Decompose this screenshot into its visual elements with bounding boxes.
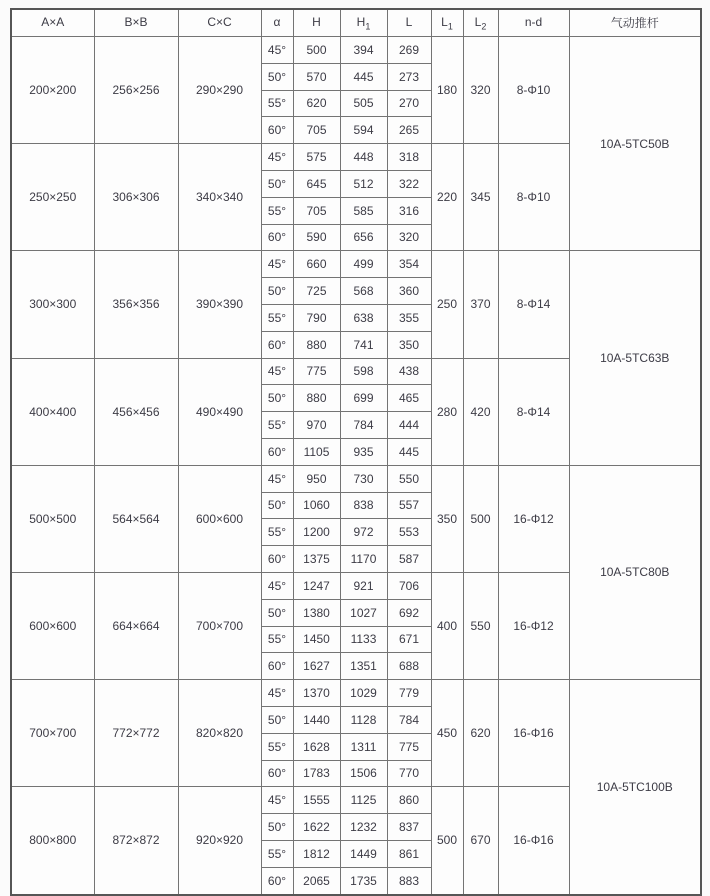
cell-l1: 500 bbox=[431, 787, 463, 895]
cell-bxb: 872×872 bbox=[94, 787, 178, 895]
cell-angle: 60° bbox=[261, 760, 293, 787]
cell-h: 1450 bbox=[293, 626, 340, 653]
cell-l2: 500 bbox=[463, 465, 498, 572]
cell-actuator: 10A-5TC100B bbox=[569, 680, 701, 895]
cell-l: 355 bbox=[387, 304, 431, 331]
cell-angle: 45° bbox=[261, 787, 293, 814]
cell-bxb: 456×456 bbox=[94, 358, 178, 465]
cell-angle: 55° bbox=[261, 519, 293, 546]
cell-bxb: 356×356 bbox=[94, 251, 178, 358]
header-label: H bbox=[312, 14, 321, 29]
cell-h: 1555 bbox=[293, 787, 340, 814]
cell-angle: 60° bbox=[261, 224, 293, 251]
cell-h: 1370 bbox=[293, 680, 340, 707]
cell-angle: 55° bbox=[261, 197, 293, 224]
cell-l: 837 bbox=[387, 814, 431, 841]
cell-l1: 280 bbox=[431, 358, 463, 465]
header-label: B×B bbox=[124, 14, 148, 29]
cell-l2: 320 bbox=[463, 37, 498, 144]
col-header-nd bbox=[498, 9, 569, 37]
cell-l: 775 bbox=[387, 733, 431, 760]
cell-h1: 656 bbox=[340, 224, 387, 251]
cell-axa: 800×800 bbox=[11, 787, 94, 895]
cell-h: 1440 bbox=[293, 706, 340, 733]
cell-h1: 598 bbox=[340, 358, 387, 385]
cell-angle: 50° bbox=[261, 814, 293, 841]
header-label: L bbox=[474, 14, 482, 29]
cell-h1: 784 bbox=[340, 412, 387, 439]
cell-angle: 50° bbox=[261, 492, 293, 519]
cell-h1: 568 bbox=[340, 278, 387, 305]
cell-cxc: 820×820 bbox=[178, 680, 261, 787]
cell-angle: 55° bbox=[261, 412, 293, 439]
cell-bxb: 664×664 bbox=[94, 572, 178, 679]
cell-angle: 45° bbox=[261, 37, 293, 64]
cell-h: 1105 bbox=[293, 438, 340, 465]
cell-angle: 60° bbox=[261, 117, 293, 144]
cell-h: 2065 bbox=[293, 867, 340, 894]
cell-l: 273 bbox=[387, 63, 431, 90]
cell-h1: 1133 bbox=[340, 626, 387, 653]
cell-angle: 60° bbox=[261, 331, 293, 358]
col-header-l1 bbox=[431, 9, 463, 37]
cell-nd: 8-Φ10 bbox=[498, 144, 569, 251]
dimension-spec-table bbox=[10, 8, 702, 896]
header-sub: 1 bbox=[365, 21, 371, 32]
cell-h1: 1029 bbox=[340, 680, 387, 707]
cell-l: 587 bbox=[387, 546, 431, 573]
cell-actuator: 10A-5TC80B bbox=[569, 465, 701, 679]
col-header-actuator bbox=[569, 9, 701, 37]
cell-l2: 620 bbox=[463, 680, 498, 787]
cell-h: 570 bbox=[293, 63, 340, 90]
cell-l1: 400 bbox=[431, 572, 463, 679]
cell-angle: 45° bbox=[261, 680, 293, 707]
cell-l: 706 bbox=[387, 572, 431, 599]
cell-h1: 1311 bbox=[340, 733, 387, 760]
cell-actuator: 10A-5TC50B bbox=[569, 37, 701, 251]
cell-cxc: 700×700 bbox=[178, 572, 261, 679]
cell-cxc: 600×600 bbox=[178, 465, 261, 572]
cell-nd: 8-Φ14 bbox=[498, 358, 569, 465]
cell-l: 861 bbox=[387, 840, 431, 867]
cell-h1: 1027 bbox=[340, 599, 387, 626]
header-label: L bbox=[405, 14, 413, 29]
cell-axa: 250×250 bbox=[11, 144, 94, 251]
cell-angle: 50° bbox=[261, 599, 293, 626]
cell-h: 1812 bbox=[293, 840, 340, 867]
cell-angle: 60° bbox=[261, 867, 293, 894]
cell-l: 779 bbox=[387, 680, 431, 707]
header-label: C×C bbox=[207, 14, 232, 29]
cell-h: 1628 bbox=[293, 733, 340, 760]
cell-h1: 445 bbox=[340, 63, 387, 90]
cell-h1: 512 bbox=[340, 170, 387, 197]
cell-h: 1375 bbox=[293, 546, 340, 573]
cell-l1: 450 bbox=[431, 680, 463, 787]
cell-l: 688 bbox=[387, 653, 431, 680]
table-row bbox=[11, 465, 701, 492]
cell-l: 265 bbox=[387, 117, 431, 144]
cell-l: 557 bbox=[387, 492, 431, 519]
cell-h: 725 bbox=[293, 278, 340, 305]
cell-h1: 699 bbox=[340, 385, 387, 412]
cell-l2: 550 bbox=[463, 572, 498, 679]
cell-angle: 60° bbox=[261, 546, 293, 573]
cell-l: 860 bbox=[387, 787, 431, 814]
cell-l: 316 bbox=[387, 197, 431, 224]
cell-angle: 60° bbox=[261, 438, 293, 465]
cell-bxb: 256×256 bbox=[94, 37, 178, 144]
cell-h1: 594 bbox=[340, 117, 387, 144]
cell-h: 970 bbox=[293, 412, 340, 439]
cell-l: 883 bbox=[387, 867, 431, 894]
cell-nd: 16-Φ16 bbox=[498, 680, 569, 787]
cell-bxb: 772×772 bbox=[94, 680, 178, 787]
cell-h: 620 bbox=[293, 90, 340, 117]
cell-nd: 16-Φ12 bbox=[498, 572, 569, 679]
cell-cxc: 290×290 bbox=[178, 37, 261, 144]
cell-h: 1627 bbox=[293, 653, 340, 680]
cell-angle: 50° bbox=[261, 63, 293, 90]
cell-l: 445 bbox=[387, 438, 431, 465]
cell-angle: 55° bbox=[261, 90, 293, 117]
cell-nd: 8-Φ14 bbox=[498, 251, 569, 358]
cell-h: 645 bbox=[293, 170, 340, 197]
col-header-alpha bbox=[261, 9, 293, 37]
cell-h: 1247 bbox=[293, 572, 340, 599]
cell-nd: 16-Φ12 bbox=[498, 465, 569, 572]
cell-l: 444 bbox=[387, 412, 431, 439]
cell-l: 360 bbox=[387, 278, 431, 305]
cell-l: 269 bbox=[387, 37, 431, 64]
cell-h: 705 bbox=[293, 197, 340, 224]
cell-h1: 1232 bbox=[340, 814, 387, 841]
header-label: H bbox=[356, 14, 366, 29]
cell-l1: 350 bbox=[431, 465, 463, 572]
col-header-h1 bbox=[340, 9, 387, 37]
cell-angle: 55° bbox=[261, 840, 293, 867]
cell-angle: 55° bbox=[261, 304, 293, 331]
cell-h1: 499 bbox=[340, 251, 387, 278]
cell-h1: 505 bbox=[340, 90, 387, 117]
cell-h1: 638 bbox=[340, 304, 387, 331]
cell-h1: 1506 bbox=[340, 760, 387, 787]
cell-angle: 55° bbox=[261, 733, 293, 760]
cell-axa: 300×300 bbox=[11, 251, 94, 358]
cell-axa: 200×200 bbox=[11, 37, 94, 144]
cell-l: 350 bbox=[387, 331, 431, 358]
cell-h: 880 bbox=[293, 331, 340, 358]
cell-axa: 500×500 bbox=[11, 465, 94, 572]
header-sub: 1 bbox=[447, 21, 453, 32]
cell-h1: 1125 bbox=[340, 787, 387, 814]
cell-h1: 1128 bbox=[340, 706, 387, 733]
cell-l: 318 bbox=[387, 144, 431, 171]
cell-h: 1380 bbox=[293, 599, 340, 626]
cell-h: 1622 bbox=[293, 814, 340, 841]
cell-l: 784 bbox=[387, 706, 431, 733]
cell-l2: 370 bbox=[463, 251, 498, 358]
cell-angle: 45° bbox=[261, 465, 293, 492]
table-row bbox=[11, 680, 701, 707]
cell-h1: 921 bbox=[340, 572, 387, 599]
cell-h1: 448 bbox=[340, 144, 387, 171]
cell-h: 1200 bbox=[293, 519, 340, 546]
cell-h1: 935 bbox=[340, 438, 387, 465]
cell-bxb: 306×306 bbox=[94, 144, 178, 251]
cell-l: 438 bbox=[387, 358, 431, 385]
header-label: 气动推杆 bbox=[610, 15, 659, 30]
cell-angle: 45° bbox=[261, 144, 293, 171]
cell-h: 1783 bbox=[293, 760, 340, 787]
cell-h1: 838 bbox=[340, 492, 387, 519]
cell-bxb: 564×564 bbox=[94, 465, 178, 572]
col-header-cxc bbox=[178, 9, 261, 37]
cell-l: 465 bbox=[387, 385, 431, 412]
header-sub: 2 bbox=[481, 21, 487, 32]
cell-l: 671 bbox=[387, 626, 431, 653]
cell-l2: 345 bbox=[463, 144, 498, 251]
cell-angle: 45° bbox=[261, 358, 293, 385]
cell-l: 550 bbox=[387, 465, 431, 492]
cell-h1: 1351 bbox=[340, 653, 387, 680]
cell-h1: 972 bbox=[340, 519, 387, 546]
cell-l: 322 bbox=[387, 170, 431, 197]
cell-actuator: 10A-5TC63B bbox=[569, 251, 701, 465]
cell-h: 775 bbox=[293, 358, 340, 385]
cell-cxc: 390×390 bbox=[178, 251, 261, 358]
table-row bbox=[11, 251, 701, 278]
cell-angle: 60° bbox=[261, 653, 293, 680]
cell-l: 553 bbox=[387, 519, 431, 546]
col-header-l2 bbox=[463, 9, 498, 37]
col-header-l bbox=[387, 9, 431, 37]
cell-h1: 1170 bbox=[340, 546, 387, 573]
cell-l2: 420 bbox=[463, 358, 498, 465]
cell-axa: 600×600 bbox=[11, 572, 94, 679]
cell-cxc: 490×490 bbox=[178, 358, 261, 465]
cell-l1: 220 bbox=[431, 144, 463, 251]
cell-l: 692 bbox=[387, 599, 431, 626]
cell-h: 705 bbox=[293, 117, 340, 144]
cell-h: 1060 bbox=[293, 492, 340, 519]
col-header-bxb bbox=[94, 9, 178, 37]
header-label: A×A bbox=[41, 14, 65, 29]
cell-angle: 45° bbox=[261, 251, 293, 278]
cell-l: 354 bbox=[387, 251, 431, 278]
cell-h1: 1449 bbox=[340, 840, 387, 867]
header-label: n-d bbox=[524, 14, 543, 29]
cell-h1: 585 bbox=[340, 197, 387, 224]
cell-nd: 8-Φ10 bbox=[498, 37, 569, 144]
cell-h1: 741 bbox=[340, 331, 387, 358]
cell-h: 950 bbox=[293, 465, 340, 492]
cell-cxc: 340×340 bbox=[178, 144, 261, 251]
cell-h: 500 bbox=[293, 37, 340, 64]
header-row bbox=[11, 9, 701, 37]
cell-h1: 394 bbox=[340, 37, 387, 64]
cell-h: 575 bbox=[293, 144, 340, 171]
cell-angle: 50° bbox=[261, 170, 293, 197]
cell-l: 270 bbox=[387, 90, 431, 117]
cell-l: 770 bbox=[387, 760, 431, 787]
cell-l2: 670 bbox=[463, 787, 498, 895]
cell-l1: 250 bbox=[431, 251, 463, 358]
cell-h1: 730 bbox=[340, 465, 387, 492]
cell-l1: 180 bbox=[431, 37, 463, 144]
table-row bbox=[11, 37, 701, 64]
cell-h1: 1735 bbox=[340, 867, 387, 894]
cell-h: 880 bbox=[293, 385, 340, 412]
cell-angle: 55° bbox=[261, 626, 293, 653]
cell-h: 790 bbox=[293, 304, 340, 331]
cell-h: 590 bbox=[293, 224, 340, 251]
cell-axa: 700×700 bbox=[11, 680, 94, 787]
col-header-h bbox=[293, 9, 340, 37]
header-label: α bbox=[273, 14, 281, 29]
header-label: L bbox=[441, 14, 448, 29]
cell-angle: 50° bbox=[261, 278, 293, 305]
cell-cxc: 920×920 bbox=[178, 787, 261, 895]
cell-angle: 50° bbox=[261, 385, 293, 412]
cell-axa: 400×400 bbox=[11, 358, 94, 465]
cell-angle: 45° bbox=[261, 572, 293, 599]
col-header-axa bbox=[11, 9, 94, 37]
cell-h: 660 bbox=[293, 251, 340, 278]
cell-angle: 50° bbox=[261, 706, 293, 733]
cell-nd: 16-Φ16 bbox=[498, 787, 569, 895]
cell-l: 320 bbox=[387, 224, 431, 251]
